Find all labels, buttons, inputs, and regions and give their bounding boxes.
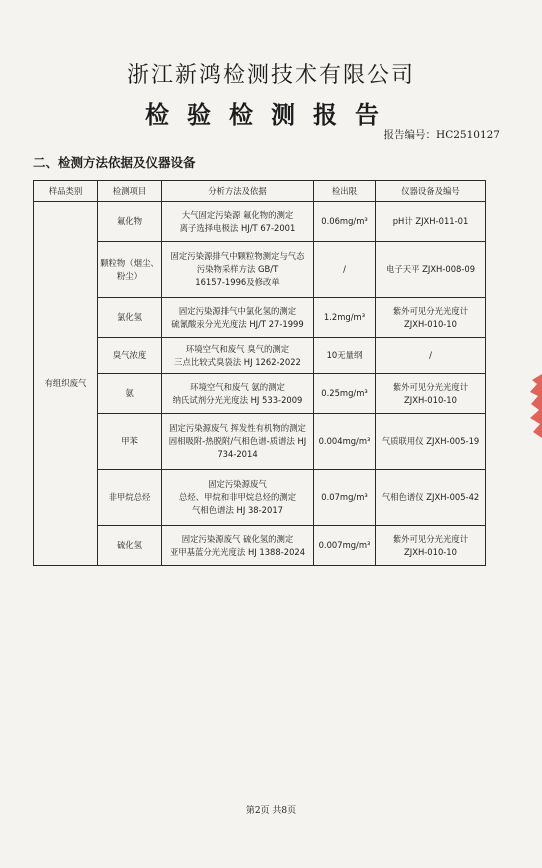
item-cell: 颗粒物（烟尘、粉尘）	[98, 242, 162, 298]
report-number-value: HC2510127	[436, 129, 500, 141]
item-cell: 臭气浓度	[98, 338, 162, 374]
method-line: 硫氰酸汞分光光度法 HJ/T 27-1999	[171, 318, 304, 329]
instrument-line: 紫外可见分光光度计	[392, 533, 469, 544]
item-cell: 甲苯	[98, 414, 162, 470]
method-cell	[162, 242, 314, 298]
instrument-cell	[376, 338, 486, 374]
method-cell	[162, 202, 314, 242]
page-footer: 第2页 共8页	[245, 806, 297, 816]
item-cell: 氯化氢	[98, 298, 162, 338]
table-row	[34, 202, 486, 242]
instrument-line: 紫外可见分光光度计	[392, 381, 469, 392]
header-item: 检测项目	[98, 181, 162, 202]
limit-cell: 0.06mg/m³	[314, 202, 376, 242]
instrument-line: 气相色谱仪 ZJXH-005-42	[381, 492, 480, 502]
table-row	[34, 414, 486, 470]
company-name: 浙江新鸿检测技术有限公司	[126, 63, 415, 88]
instrument-cell	[376, 414, 486, 470]
limit-cell: 0.004mg/m³	[314, 414, 376, 470]
method-line: 固定污染源排气中氯化氢的测定	[178, 305, 297, 316]
method-cell	[162, 338, 314, 374]
instrument-line: ZJXH-010-10	[404, 546, 457, 557]
instrument-line: 紫外可见分光光度计	[392, 305, 469, 316]
limit-cell: 0.07mg/m³	[314, 470, 376, 526]
method-line: 三点比较式臭袋法 HJ 1262-2022	[174, 356, 301, 367]
method-line: 固定污染源废气 硫化氢的测定	[181, 533, 294, 544]
item-cell: 氨	[98, 374, 162, 414]
method-line: 固定污染源排气中颗粒物测定与气态	[170, 251, 305, 261]
table-row	[34, 470, 486, 526]
header-category: 样品类别	[34, 181, 98, 202]
report-number	[384, 127, 500, 142]
instrument-cell	[376, 526, 486, 566]
report-title: 检验检测报告	[145, 101, 397, 129]
instrument-line: ZJXH-010-10	[404, 394, 457, 405]
instrument-line: 电子天平 ZJXH-008-09	[385, 264, 476, 274]
header-instrument: 仪器设备及编号	[376, 181, 486, 202]
method-line: 固相吸附-热脱附/气相色谱-质谱法 HJ	[168, 436, 307, 446]
item-cell: 硫化氢	[98, 526, 162, 566]
item-cell: 非甲烷总烃	[98, 470, 162, 526]
sample-category-cell: 有组织废气	[34, 202, 98, 566]
method-cell	[162, 298, 314, 338]
instrument-line: /	[429, 350, 432, 360]
item-cell: 氟化物	[98, 202, 162, 242]
method-line: 环境空气和废气 臭气的测定	[185, 343, 290, 354]
instrument-line: ZJXH-010-10	[404, 318, 457, 329]
instrument-cell	[376, 374, 486, 414]
table-row	[34, 374, 486, 414]
method-line: 大气固定污染源 氟化物的测定	[181, 209, 294, 220]
table-body	[34, 202, 486, 566]
table-row	[34, 298, 486, 338]
method-line: 环境空气和废气 氨的测定	[190, 381, 285, 392]
method-table	[33, 180, 486, 566]
table-row	[34, 242, 486, 298]
method-line: 总烃、甲烷和非甲烷总烃的测定	[178, 492, 297, 502]
method-line: 16157-1996及修改单	[195, 277, 280, 287]
method-line: 离子选择电极法 HJ/T 67-2001	[179, 222, 296, 233]
instrument-cell	[376, 470, 486, 526]
method-line: 纳氏试剂分光光度法 HJ 533-2009	[172, 394, 303, 405]
instrument-cell	[376, 242, 486, 298]
limit-cell: 1.2mg/m³	[314, 298, 376, 338]
method-line: 固定污染源废气 挥发性有机物的测定	[169, 423, 306, 433]
limit-cell: 0.25mg/m³	[314, 374, 376, 414]
instrument-cell	[376, 202, 486, 242]
instrument-cell	[376, 298, 486, 338]
header-method: 分析方法及依据	[162, 181, 314, 202]
red-stamp-edge	[528, 372, 542, 442]
limit-cell: /	[314, 242, 376, 298]
instrument-line: 气质联用仪 ZJXH-005-19	[381, 436, 480, 446]
table-header-row	[34, 181, 486, 202]
header-limit: 检出限	[314, 181, 376, 202]
method-line: 734-2014	[217, 449, 258, 459]
table-row	[34, 526, 486, 566]
method-line: 亚甲基蓝分光光度法 HJ 1388-2024	[169, 546, 306, 557]
method-cell	[162, 414, 314, 470]
report-number-label: 报告编号：	[383, 129, 437, 141]
limit-cell: 0.007mg/m³	[314, 526, 376, 566]
method-cell	[162, 374, 314, 414]
method-line: 固定污染源废气	[208, 479, 267, 489]
method-cell	[162, 470, 314, 526]
table-row	[34, 338, 486, 374]
limit-cell: 10无量纲	[314, 338, 376, 374]
section-title: 二、检测方法依据及仪器设备	[33, 155, 196, 170]
instrument-line: pH计 ZJXH-011-01	[392, 216, 469, 226]
method-line: 气相色谱法 HJ 38-2017	[192, 505, 283, 515]
method-cell	[162, 526, 314, 566]
method-line: 污染物采样方法 GB/T	[196, 264, 279, 274]
